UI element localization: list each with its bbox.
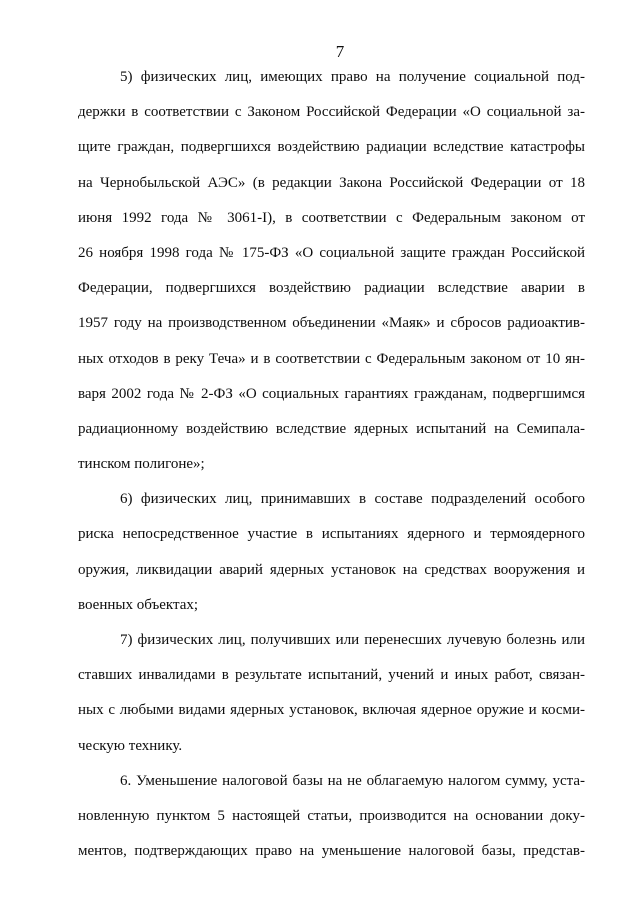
text-line: новленную пунктом 5 настоящей статьи, производится на основании доку- [78, 807, 585, 824]
text-line: 5) физических лиц, имеющих право на получение социальной под- [120, 69, 585, 85]
text-line: ных отходов в реку Теча» и в соответствии с Федеральным законом от 10 ян- [78, 350, 585, 367]
text-line: 26 ноября 1998 года № 175-ФЗ «О социальной защите граждан Российской [78, 244, 585, 261]
text-line: варя 2002 года № 2-ФЗ «О социальных гарантиях гражданам, подвергшимся [78, 385, 585, 402]
text-line: риска непосредственное участие в испытаниях ядерного и термоядерного [78, 526, 585, 543]
text-line: 1957 году на производственном объединении «Маяк» и сбросов радиоактив- [78, 315, 585, 332]
text-line: ментов, подтверждающих право на уменьшение налоговой базы, представ- [78, 843, 585, 860]
text-line: ставших инвалидами в результате испытаний, учений и иных работ, связан- [78, 667, 585, 684]
text-line: на Чернобыльской АЭС» (в редакции Закона Российской Федерации от 18 [78, 174, 585, 191]
text-line: радиационному воздействию вследствие ядерных испытаний на Семипала- [78, 420, 585, 437]
text-line: Федерации, подвергшихся воздействию радиации вследствие аварии в [78, 280, 585, 297]
text-line: щите граждан, подвергшихся воздействию радиации вследствие катастрофы [78, 139, 585, 156]
document-text [78, 60, 585, 869]
paragraph [78, 482, 585, 623]
text-line: ческую технику. [78, 737, 183, 754]
text-line: военных объектах; [78, 596, 199, 613]
text-line: июня 1992 года № 3061-I), в соответствии с Федеральным законом от [78, 209, 585, 226]
text-line: 6) физических лиц, принимавших в составе подразделений особого [120, 491, 585, 508]
text-line: 7) физических лиц, получивших или перенесших лучевую болезнь или [120, 632, 585, 648]
text-line: 6. Уменьшение налоговой базы на не облагаемую налогом сумму, уста- [120, 772, 585, 789]
text-line: держки в соответствии с Законом Российской Федерации «О социальной за- [78, 104, 585, 121]
page-number: 7 [335, 42, 345, 61]
paragraph [78, 623, 585, 764]
paragraph [78, 60, 585, 482]
paragraph [78, 764, 585, 870]
text-line: ных с любыми видами ядерных установок, включая ядерное оружие и косми- [78, 702, 585, 719]
text-line: оружия, ликвидации аварий ядерных установок на средствах вооружения и [78, 561, 585, 578]
text-line: тинском полигоне»; [78, 456, 205, 473]
